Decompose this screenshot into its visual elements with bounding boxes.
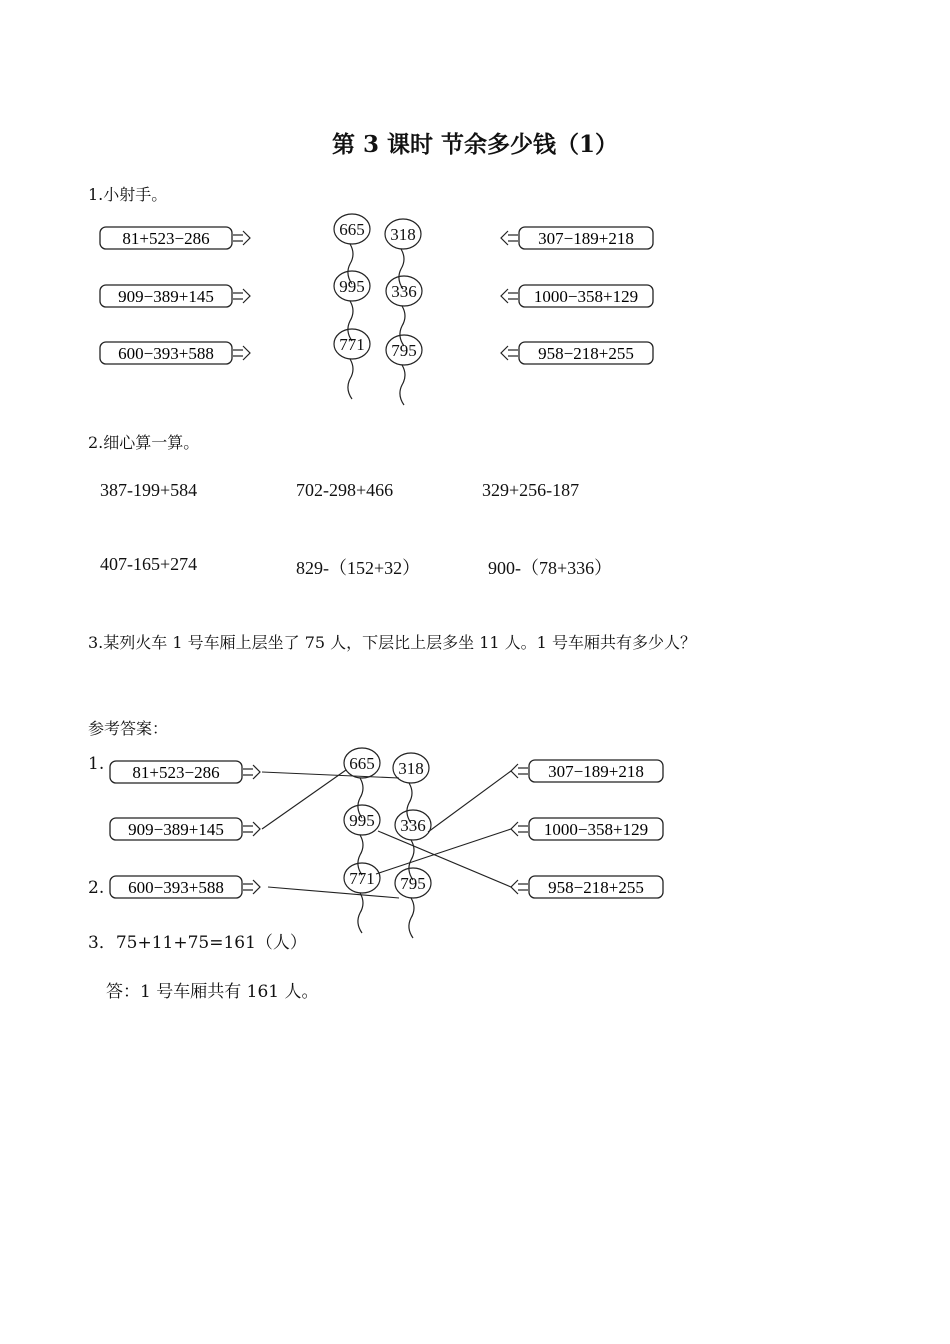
arrow-right-icon	[233, 231, 250, 245]
arrow-left-icon	[511, 822, 528, 836]
arrow-left-icon	[501, 289, 518, 303]
right-expression-box	[511, 818, 663, 840]
balloon-number: 995	[339, 277, 365, 296]
right-expression-text: 958−218+255	[548, 878, 644, 897]
arrow-right-icon	[243, 822, 260, 836]
answer-line	[376, 829, 511, 874]
balloon-number: 336	[391, 282, 417, 301]
left-expression-box	[110, 876, 260, 898]
answer-label-1: 1.	[88, 754, 105, 774]
balloon-number: 665	[339, 220, 365, 239]
q1-label: 1.小射手。	[88, 185, 168, 204]
calc-item: 387-199+584	[100, 480, 198, 500]
arrow-right-icon	[233, 346, 250, 360]
answers-heading: 参考答案：	[88, 719, 169, 738]
right-expression-text: 307−189+218	[538, 229, 634, 248]
answer-lines	[262, 770, 511, 898]
left-expression-text: 909−389+145	[118, 287, 214, 306]
balloon	[386, 335, 422, 405]
balloon	[334, 271, 370, 341]
calc-item: 829-（152+32）	[296, 558, 421, 578]
left-expression-box	[100, 227, 250, 249]
balloon-number: 771	[349, 869, 375, 888]
balloon-number: 318	[398, 759, 424, 778]
right-expression-box	[501, 285, 653, 307]
right-expression-text: 1000−358+129	[543, 820, 649, 839]
balloon-number: 795	[400, 874, 426, 893]
balloon	[385, 219, 421, 289]
answer-line	[428, 771, 511, 832]
right-expression-box	[511, 876, 663, 898]
left-expression-text: 81+523−286	[132, 763, 220, 782]
right-expression-text: 958−218+255	[538, 344, 634, 363]
answer-figure	[110, 748, 663, 938]
left-expression-text: 600−393+588	[118, 344, 214, 363]
answer-line	[262, 770, 346, 829]
q2-label: 2.细心算一算。	[88, 433, 200, 452]
balloon	[344, 748, 380, 818]
balloon	[344, 863, 380, 933]
answer-q3-reply: 答：1 号车厢共有 161 人。	[106, 982, 319, 1002]
balloon-number: 336	[400, 816, 426, 835]
balloon-number: 665	[349, 754, 375, 773]
arrow-left-icon	[511, 880, 528, 894]
answer-label-2: 2.	[88, 878, 105, 898]
left-expression-text: 600−393+588	[128, 878, 224, 897]
arrow-right-icon	[233, 289, 250, 303]
right-expression-box	[501, 227, 653, 249]
left-expression-box	[110, 761, 260, 783]
arrow-right-icon	[243, 765, 260, 779]
arrow-left-icon	[511, 764, 528, 778]
balloon-number: 771	[339, 335, 365, 354]
calc-item: 407-165+274	[100, 554, 198, 574]
balloon-number: 795	[391, 341, 417, 360]
right-expression-text: 307−189+218	[548, 762, 644, 781]
page-title: 第 3 课时 节余多少钱（1）	[331, 131, 619, 158]
answer-line	[268, 887, 399, 898]
balloon-number: 318	[390, 225, 416, 244]
calc-item: 900-（78+336）	[488, 558, 613, 578]
balloon-number: 995	[349, 811, 375, 830]
left-expression-box	[110, 818, 260, 840]
answer-q3-expression: 3．75+11+75=161（人）	[88, 933, 307, 953]
q1-figure	[100, 214, 653, 405]
q3-text: 3.某列火车 1 号车厢上层坐了 75 人，下层比上层多坐 11 人。1 号车厢共有多少人？	[88, 633, 696, 652]
left-expression-text: 81+523−286	[122, 229, 210, 248]
left-expression-box	[100, 285, 250, 307]
right-expression-box	[511, 760, 663, 782]
arrow-left-icon	[501, 231, 518, 245]
left-expression-box	[100, 342, 250, 364]
balloon	[395, 810, 431, 880]
answer-line	[378, 831, 511, 887]
arrow-left-icon	[501, 346, 518, 360]
calc-item: 702-298+466	[296, 480, 394, 500]
right-expression-box	[501, 342, 653, 364]
left-expression-text: 909−389+145	[128, 820, 224, 839]
balloon	[395, 868, 431, 938]
arrow-right-icon	[243, 880, 260, 894]
answer-line	[262, 772, 399, 778]
calc-item: 329+256-187	[482, 480, 580, 500]
balloon	[344, 805, 380, 875]
balloon	[334, 214, 370, 284]
right-expression-text: 1000−358+129	[533, 287, 639, 306]
balloon	[334, 329, 370, 399]
